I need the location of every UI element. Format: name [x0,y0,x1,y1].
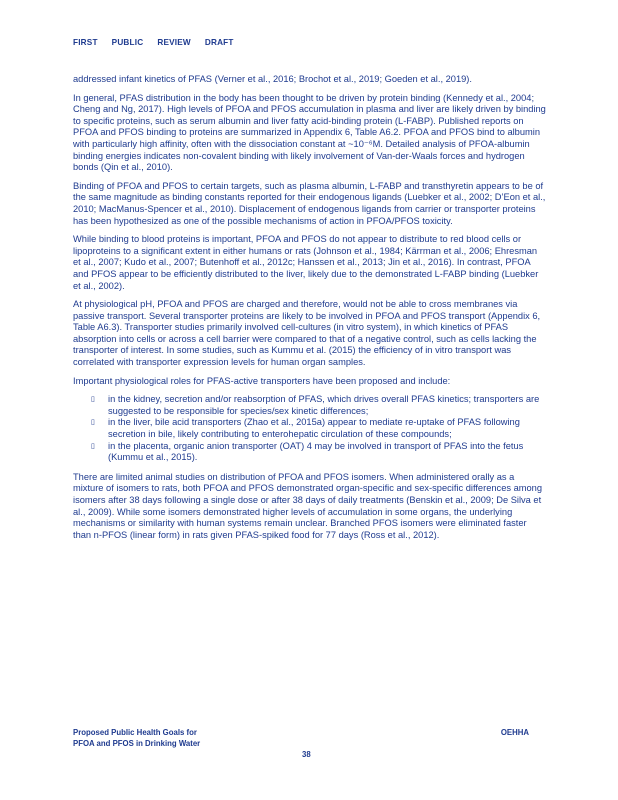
header-word-draft: DRAFT [204,38,234,47]
paragraph: There are limited animal studies on distribution of PFOA and PFOS isomers. When administered orally as a mixture of isomers to rats, both PFOA and PFOS demonstrated organ-specific and sex-specific differences among isomers after 38 days following a single dose or after 38 days of daily treatments (Benskin et al., 2009; De Silva et al., 2009). While some isomers demonstrated higher levels of accumulation in some organs, the underlying mechanisms or similarity with human systems remain unclear. Branched PFOS isomers were eliminated faster than n-PFOS (linear form) in rats given PFAS-spiked food for 77 days (Ross et al., 2012). [73,471,543,540]
paragraph: Binding of PFOA and PFOS to certain targets, such as plasma albumin, L-FABP and transthyretin appears to be of the same magnitude as binding constants reported for their endogenous ligands (Luebker et al., 2002; D’Eon et al., 2010; MacManus-Spencer et al., 2010). Displacement of endogenous ligands from carrier or transporter proteins has been hypothesized as one of the possible mechanisms of action in PFOA/PFOS toxicity. [73,180,546,226]
header-word-first: FIRST [73,38,98,47]
footer-agency: OEHHA [500,728,529,737]
paragraph: In general, PFAS distribution in the body has been thought to be driven by protein binding (Kennedy et al., 2004; Cheng and Ng, 2017). High levels of PFOA and PFOS accumulation in plasma and liver are likely driven by binding to specific proteins, such as serum albumin and liver fatty acid-binding protein (L-FABP). Published reports on PFOA and PFOS binding to proteins are summarized in Appendix 6, Table A6.2. PFOA and PFOS bind to albumin with particularly high affinity, often with the dissociation constant at ~10⁻⁶M. Detailed analysis of PFOA-albumin binding energies indicates non-covalent binding with likely involvement of Van-der-Waals forces and hydrogen bonds (Qin et al., 2010). [73,92,546,173]
list-item-text: in the kidney, secretion and/or reabsorption of PFAS, which drives overall PFAS kinetics; transporters are suggested to be responsible for species/sex kinetic differences; [108,394,540,416]
list-item-text: in the liver, bile acid transporters (Zhao et al., 2015a) appear to mediate re-uptake of PFAS following secretion in bile, likely contributing to enterohepatic circulation of these compounds; [108,417,520,440]
bullet-list [73,394,547,464]
page-header [73,38,248,47]
header-word-public: PUBLIC [111,38,144,47]
paragraph: Important physiological roles for PFAS-active transporters have been proposed and include: [73,375,451,386]
header-word-review: REVIEW [157,38,191,47]
paragraph: While binding to blood proteins is important, PFOA and PFOS do not appear to distribute to red blood cells or lipoproteins to a significant extent in either humans or rats (Johnson et al., 1984; Kärrman et al., 2006; Ehresman et al., 2007; Kudo et al., 2007; Butenhoff et al., 2012c; Hanssen et al., 2013; Jin et al., 2016). In contrast, PFOA and PFOS appear to be efficiently distributed to the liver, likely due to the demonstrated L-FABP binding (Luebker et al., 2002). [73,234,539,291]
footer-title-line1: Proposed Public Health Goals for [73,728,197,737]
page-number: 38 [302,750,311,759]
bullet-icon: ▯ [91,442,95,450]
list-item-text: in the placenta, organic anion transporter (OAT) 4 may be involved in transport of PFAS into the fetus (Kummu et al., 2015). [108,440,524,463]
paragraph: At physiological pH, PFOA and PFOS are charged and therefore, would not be able to cross membranes via passive transport. Several transporter proteins are likely to be involved in PFOA and PFOS transport (Appendix 6, Table A6.3). Transporter studies primarily involved cell-cultures (in vitro system), in which kinetics of PFAS absorption into cells or across a cell barrier were compared to that of a negative control, such as cells lacking the transporter of interest. In some studies, such as Kummu et al. (2015) the efficiency of in vitro transport was correlated with transporter expression levels for human organ samples. [73,299,541,368]
paragraph: addressed infant kinetics of PFAS (Verner et al., 2016; Brochot et al., 2019; Goeden et al., 2019). [73,74,472,84]
list-item [73,417,547,440]
page-footer [73,727,547,759]
document-body [73,74,547,548]
list-item [73,441,547,464]
list-item [73,394,547,417]
bullet-icon: ▯ [91,419,95,427]
footer-title-line2: PFOA and PFOS in Drinking Water [73,739,201,748]
bullet-icon: ▯ [91,396,95,404]
